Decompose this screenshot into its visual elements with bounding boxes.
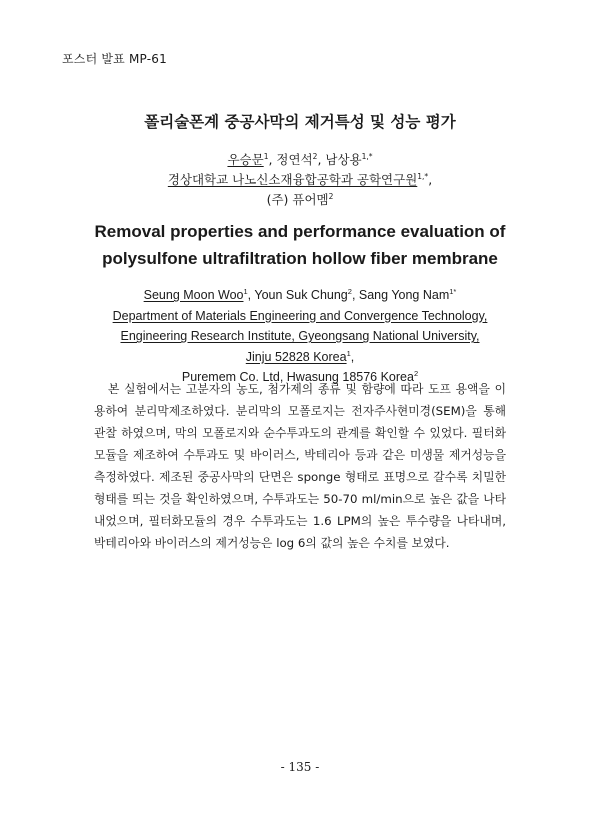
korean-author-separator: , [268,152,277,167]
korean-author-1: 우승문 [227,152,264,167]
english-title-line-2: polysulfone ultrafiltration hollow fiber membrane [102,249,498,268]
korean-author-3-sup: 1,* [361,151,373,161]
korean-affiliation-1: 경상대학교 나노신소재융합공학과 공학연구원 [167,172,418,187]
korean-author-3: 남상용 [325,152,362,167]
english-affiliation-line-4-text: Puremem Co. Ltd, Hwasung 18576 Korea [181,370,414,384]
korean-author-block [0,150,600,210]
english-affiliation-line-3 [0,347,600,368]
korean-affiliation-2-line [0,190,600,210]
english-author-block [0,285,600,388]
korean-author-2-sup: 2 [312,151,318,161]
korean-authors-line [0,150,600,170]
english-author-separator: , [351,288,359,302]
page-number: - 135 - [280,760,320,774]
english-affiliation-line-3-tail: , [350,349,355,364]
english-title-line-1: Removal properties and performance evaluation of [94,222,506,241]
korean-author-1-sup: 1 [263,151,269,161]
korean-affiliation-1-sup: 1,* [417,171,429,181]
korean-title: 폴리술폰계 중공사막의 제거특성 및 성능 평가 [144,113,456,131]
english-authors-line [0,285,600,306]
abstract-paragraph: 본 실험에서는 고분자의 농도, 첨가제의 종류 및 함량에 따라 도프 용액을 이용하여 분리막제조하였다. 분리막의 모폴로지는 전자주사현미경(SEM)을 통해 관찰 하였으며, 막의 모폴로지와 순수투과도의 관계를 확인할 수 있었다. 필터화 모듈을 제조하여 수투과도 및 바이러스, 박테리아 등과 같은 미생물 제거성능을 측정하였다. 제조된 중공사막의 단면은 sponge 형태로 표명으로 갈수록 치밀한 형태를 띄는 것을 확인하였으며, 수투과도는 50-70 ml/min으로 높은 값을 나타내었으며, 필터화모듈의 경우 수투과도는 1.6 LPM의 높은 투수량을 나타내며, 박테리아와 바이러스의 제거성능은 log 6의 값의 높은 수치를 보였다. [94,382,506,550]
korean-affiliation-2-sup: 2 [328,191,334,201]
english-author-separator: , [247,288,255,302]
session-label: 포스터 발표 MP-61 [62,52,167,66]
english-author-2-sup: 2 [347,286,352,296]
english-author-2: Youn Suk Chung [254,288,348,302]
korean-author-2: 정연석 [276,152,313,167]
english-affiliation-line-1: Department of Materials Engineering and Convergence Technology, [112,308,488,323]
korean-affiliation-1-line [0,170,600,190]
abstract [94,378,506,554]
korean-affiliation-1-tail: , [428,172,433,187]
korean-affiliation-2: (주) 퓨어멤 [266,192,329,207]
english-affiliation-line-2: Engineering Research Institute, Gyeongsang National University, [120,329,480,343]
english-title [0,218,600,272]
english-affiliation-line-3-sup: 1 [346,348,351,358]
korean-author-separator: , [317,152,326,167]
english-author-1: Seung Moon Woo [143,288,244,302]
english-author-3-sup: 1* [449,286,457,296]
english-author-3: Sang Yong Nam [358,288,450,302]
english-affiliation-line-3-text: Jinju 52828 Korea [245,349,347,364]
english-author-1-sup: 1 [243,286,248,296]
english-affiliation-line-4-sup: 2 [413,368,419,378]
